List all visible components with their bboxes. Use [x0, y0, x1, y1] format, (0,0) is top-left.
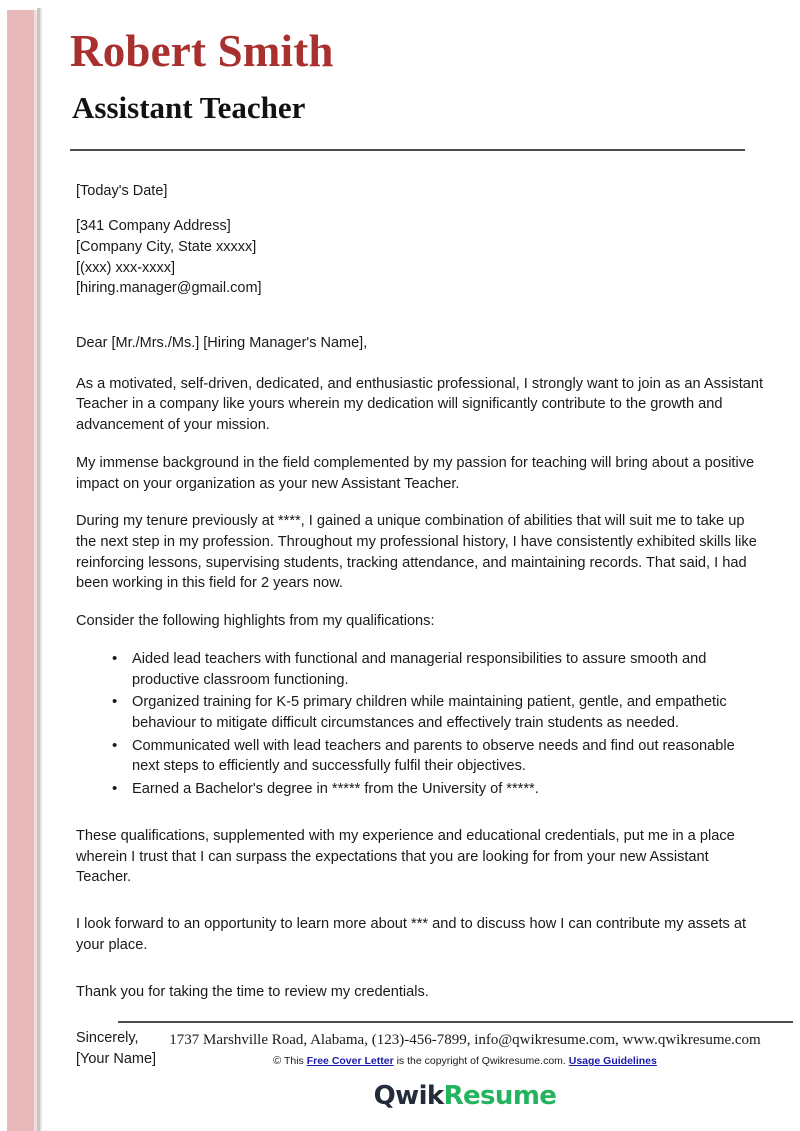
- accent-divider-soft: [40, 8, 42, 1131]
- body-paragraph-3: During my tenure previously at ****, I gained a unique combination of abilities that will suit me to take up the next step in my profession. Throughout my professional history, I have consistently exhibited skills like reinforcing lessons, supervising students, tracking attendance, and maintaining records. That said, I had been working in this field for 2 years now.: [76, 513, 757, 592]
- footer-contact-line: 1737 Marshville Road, Alabama, (123)-456-7899, info@qwikresume.com, www.qwikresume.com: [169, 1032, 761, 1048]
- copyright-prefix: This: [283, 1055, 304, 1067]
- letter-footer: [96, 1021, 800, 1131]
- list-item: • Earned a Bachelor's degree in ***** from the University of *****.: [110, 779, 766, 800]
- recipient-phone-line: [(xxx) xxx-xxxx]: [76, 259, 176, 276]
- letter-date: [Today's Date]: [76, 183, 168, 200]
- copyright-middle: is the copyright of Qwikresume.com.: [396, 1055, 566, 1067]
- qwikresume-logo: [96, 1081, 800, 1131]
- signoff-word: Sincerely,: [76, 1030, 139, 1047]
- closing-paragraph-1: These qualifications, supplemented with my experience and educational credentials, put me in a place wherein I trust that I can surpass the expectations that you are looking for from your new Assistant Teacher.: [76, 827, 735, 886]
- highlights-intro: Consider the following highlights from my qualifications:: [76, 613, 435, 630]
- list-item: • Organized training for K-5 primary children while maintaining patient, gentle, and empathetic behaviour to mitigate difficult circumstances and effectively train students as needed.: [110, 692, 766, 733]
- recipient-address-block: [76, 216, 766, 298]
- accent-bar-left: [7, 10, 34, 1131]
- logo-text-resume: Resume: [443, 1081, 557, 1111]
- applicant-name: Robert Smith: [70, 26, 334, 76]
- signoff-name: [Your Name]: [76, 1051, 157, 1068]
- document-sheet: [48, 0, 800, 1131]
- footer-divider-rule: [118, 1021, 793, 1023]
- footer-copyright-line: [96, 1055, 800, 1067]
- body-paragraph-1: As a motivated, self-driven, dedicated, and enthusiastic professional, I strongly want to join as an Assistant Teacher in a company like yours wherein my dedication will significantly contribute to the growth and advancement of your mission.: [76, 375, 764, 434]
- usage-guidelines-link[interactable]: Usage Guidelines: [568, 1055, 657, 1067]
- list-item: • Aided lead teachers with functional and managerial responsibilities to assure smooth and productive classroom functioning.: [110, 649, 766, 690]
- logo-text-qwik: Qwik: [373, 1081, 444, 1111]
- recipient-address-line: [341 Company Address]: [76, 218, 231, 235]
- closing-paragraph-3: Thank you for taking the time to review my credentials.: [76, 983, 429, 1000]
- closing-paragraph-2: I look forward to an opportunity to learn more about *** and to discuss how I can contribute my assets at your place.: [76, 916, 747, 953]
- letter-body: [48, 151, 766, 1070]
- salutation: Dear [Mr./Mrs./Ms.] [Hiring Manager's Name],: [76, 334, 368, 351]
- applicant-job-title: Assistant Teacher: [72, 90, 306, 126]
- free-cover-letter-link[interactable]: Free Cover Letter: [306, 1055, 394, 1067]
- recipient-city-line: [Company City, State xxxxx]: [76, 238, 257, 255]
- qualification-highlights-list: [76, 649, 766, 800]
- body-paragraph-2: My immense background in the field complemented by my passion for teaching will bring about a positive impact on your organization as your new Assistant Teacher.: [76, 454, 755, 492]
- letter-header: [48, 0, 800, 125]
- copyright-icon: ©: [273, 1055, 282, 1067]
- recipient-email-line: [hiring.manager@gmail.com]: [76, 280, 262, 297]
- list-item: • Communicated well with lead teachers and parents to observe needs and find out reasonable next steps to efficiently and successfully fulfil their objectives.: [110, 736, 766, 777]
